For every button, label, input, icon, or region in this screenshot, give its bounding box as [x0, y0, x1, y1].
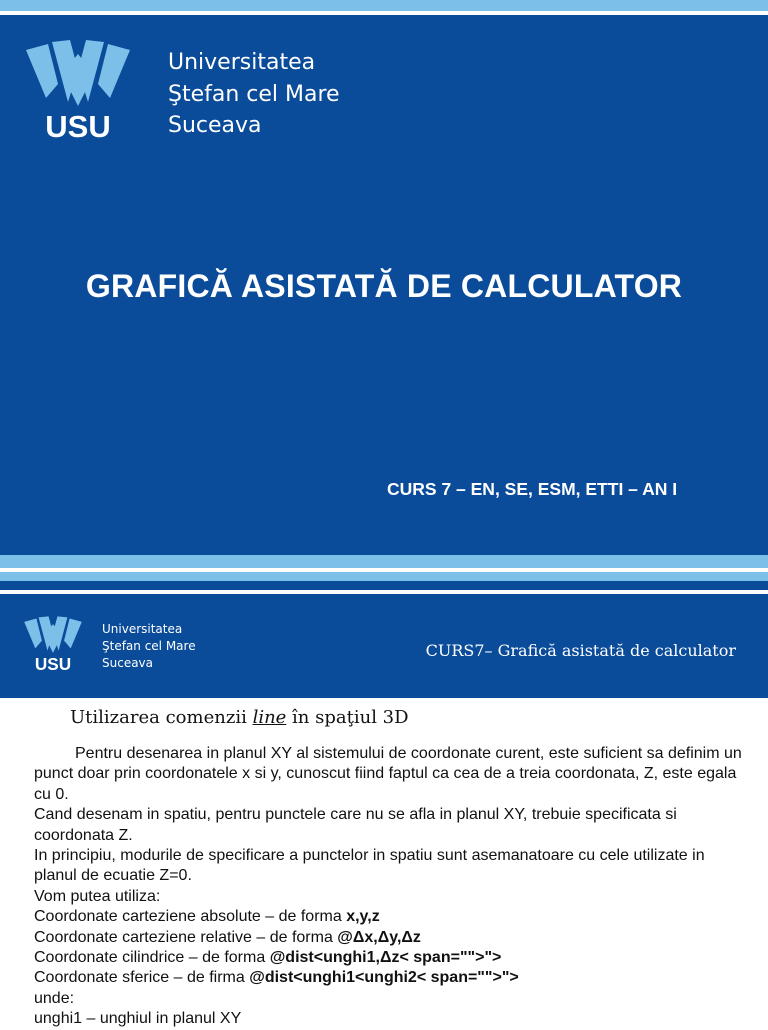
section-title-command: line: [252, 707, 287, 728]
university-name-line1: Universitatea: [168, 50, 316, 75]
svg-text:USU: USU: [45, 109, 111, 140]
course-subtitle: CURS 7 – EN, SE, ESM, ETTI – AN I: [387, 479, 678, 499]
usv-logo-icon: [22, 40, 134, 140]
university-name-small-line1: Universitatea: [102, 622, 183, 636]
list-item-text: Coordonate cilindrice – de forma: [34, 949, 270, 967]
university-name: [168, 47, 340, 142]
university-name-small: [102, 621, 196, 672]
bottom-stripe-lower: [0, 572, 768, 581]
list-item: [34, 907, 746, 927]
list-item-text: Coordonate carteziene absolute – de forma: [34, 908, 347, 926]
content-slide-header: [0, 594, 768, 698]
paragraph-3: In principiu, modurile de specificare a punctelor in spatiu sunt asemanatoare cu cele utilizate in planul de ecuatie Z=0.: [34, 847, 705, 885]
list-item: [34, 948, 746, 968]
course-title: GRAFICĂ ASISTATĂ DE CALCULATOR: [85, 268, 683, 304]
bottom-stripe: [0, 555, 768, 568]
university-name-small-line3: Suceava: [102, 656, 154, 670]
paragraph-1: Pentru desenarea in planul XY al sistemului de coordonate curent, este suficient sa definim un punct doar prin coordonatele x si y, cunoscut fiind faptul ca cea de a treia coordonata, Z, este egala cu 0.: [34, 745, 742, 803]
list-item-format: @dist<unghi1<unghi2< span="">">: [249, 969, 519, 987]
paragraph-2: Cand desenam in spatiu, pentru punctele care nu se afla in planul XY, trebuie specificata si coordonata Z.: [34, 806, 677, 844]
list-item: [34, 928, 746, 948]
university-name-line2: Ştefan cel Mare: [168, 81, 340, 107]
list-item-text: Coordonate sferice – de firma: [34, 969, 250, 987]
list-item-format: x,y,z: [346, 908, 380, 926]
university-name-line3: Suceava: [168, 113, 262, 138]
top-stripe: [0, 0, 768, 11]
list-item-format: @dist<unghi1,Δz< span="">">: [269, 949, 502, 967]
list-item: [34, 968, 746, 988]
svg-text:USU: USU: [34, 654, 72, 672]
usv-logo-small-icon: [22, 616, 84, 672]
list-item-text: Coordonate carteziene relative – de forma: [34, 928, 338, 946]
section-title-suffix: în spaţiul 3D: [286, 707, 409, 728]
paragraph-5: unde:: [34, 989, 75, 1007]
course-header-label: CURS7– Grafică asistată de calculator: [425, 641, 736, 660]
paragraph-6: unghi1 – unghiul in planul XY: [34, 1010, 242, 1028]
university-name-small-line2: Ştefan cel Mare: [102, 639, 196, 653]
body-text: [34, 744, 746, 1030]
section-title-prefix: Utilizarea comenzii: [70, 707, 253, 728]
list-item-format: @Δx,Δy,Δz: [337, 928, 421, 946]
top-stripe-divider: [0, 11, 768, 15]
paragraph-4: Vom putea utiliza:: [34, 887, 161, 905]
section-title: [70, 707, 409, 728]
